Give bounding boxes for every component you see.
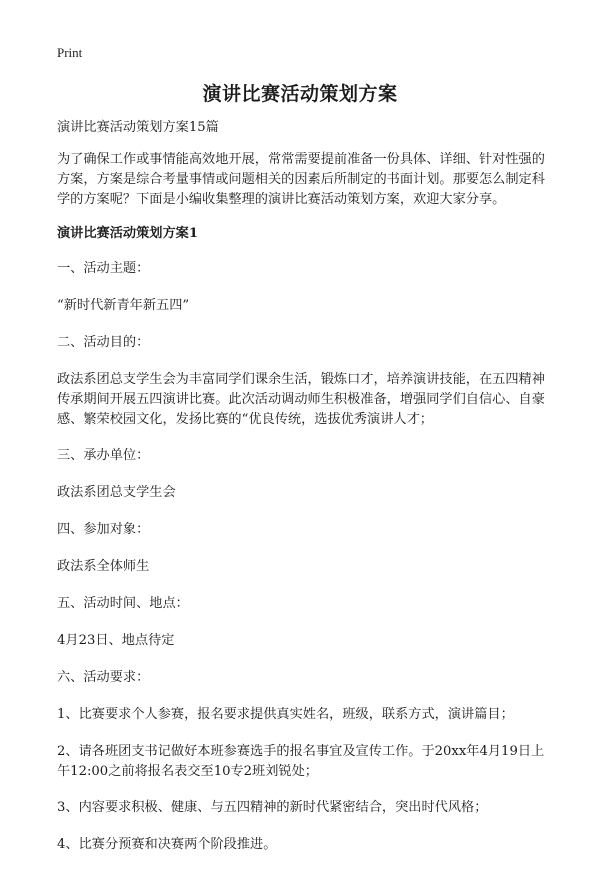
heading-activity-purpose: 二、活动目的： [57,335,150,350]
heading-requirements: 六、活动要求： [57,670,150,685]
activity-theme-text: “新时代新青年新五四” [57,298,190,313]
document-title: 演讲比赛活动策划方案 [202,83,398,105]
time-place-text: 4月23日、地点待定 [57,633,175,648]
document-subtitle: 演讲比赛活动策划方案15篇 [57,120,219,135]
requirement-item-4: 4、比赛分预赛和决赛两个阶段推进。 [57,837,277,852]
heading-participants: 四、参加对象： [57,522,150,537]
participants-text: 政法系全体师生 [57,559,150,574]
intro-paragraph: 为了确保工作或事情能高效地开展，常常需要提前准备一份具体、详细、针对性强的方案，方案是综合考量事情或问题相关的因素后所制定的书面计划。那要怎么制定科学的方案呢？下面是小编收集整理的演讲比赛活动策划方案，欢迎大家分享。 [57,152,545,207]
heading-time-place: 五、活动时间、地点： [57,596,189,611]
requirement-item-1: 1、比赛要求个人参赛，报名要求提供真实姓名，班级，联系方式，演讲篇目； [57,707,514,722]
requirement-item-2: 2、请各班团支书记做好本班参赛选手的报名事宜及宣传工作。于20xx年4月19日上午12:00之前将报名表交至10专2班刘锐处； [57,744,545,779]
heading-organizer: 三、承办单位： [57,448,150,463]
print-link[interactable]: Print [57,45,83,60]
organizer-text: 政法系团总支学生会 [57,485,176,500]
heading-activity-theme: 一、活动主题： [57,261,150,276]
requirement-item-3: 3、内容要求积极、健康、与五四精神的新时代紧密结合，突出时代风格； [57,800,488,815]
section-title: 演讲比赛活动策划方案1 [57,226,199,241]
activity-purpose-text: 政法系团总支学生会为丰富同学们课余生活，锻炼口才，培养演讲技能，在五四精神传承期间开展五四演讲比赛。此次活动调动师生积极准备，增强同学们自信心、自豪感、繁荣校园文化，发扬比赛的“优良传统，选拔优秀演讲人才； [57,372,545,427]
document-body [57,118,549,872]
